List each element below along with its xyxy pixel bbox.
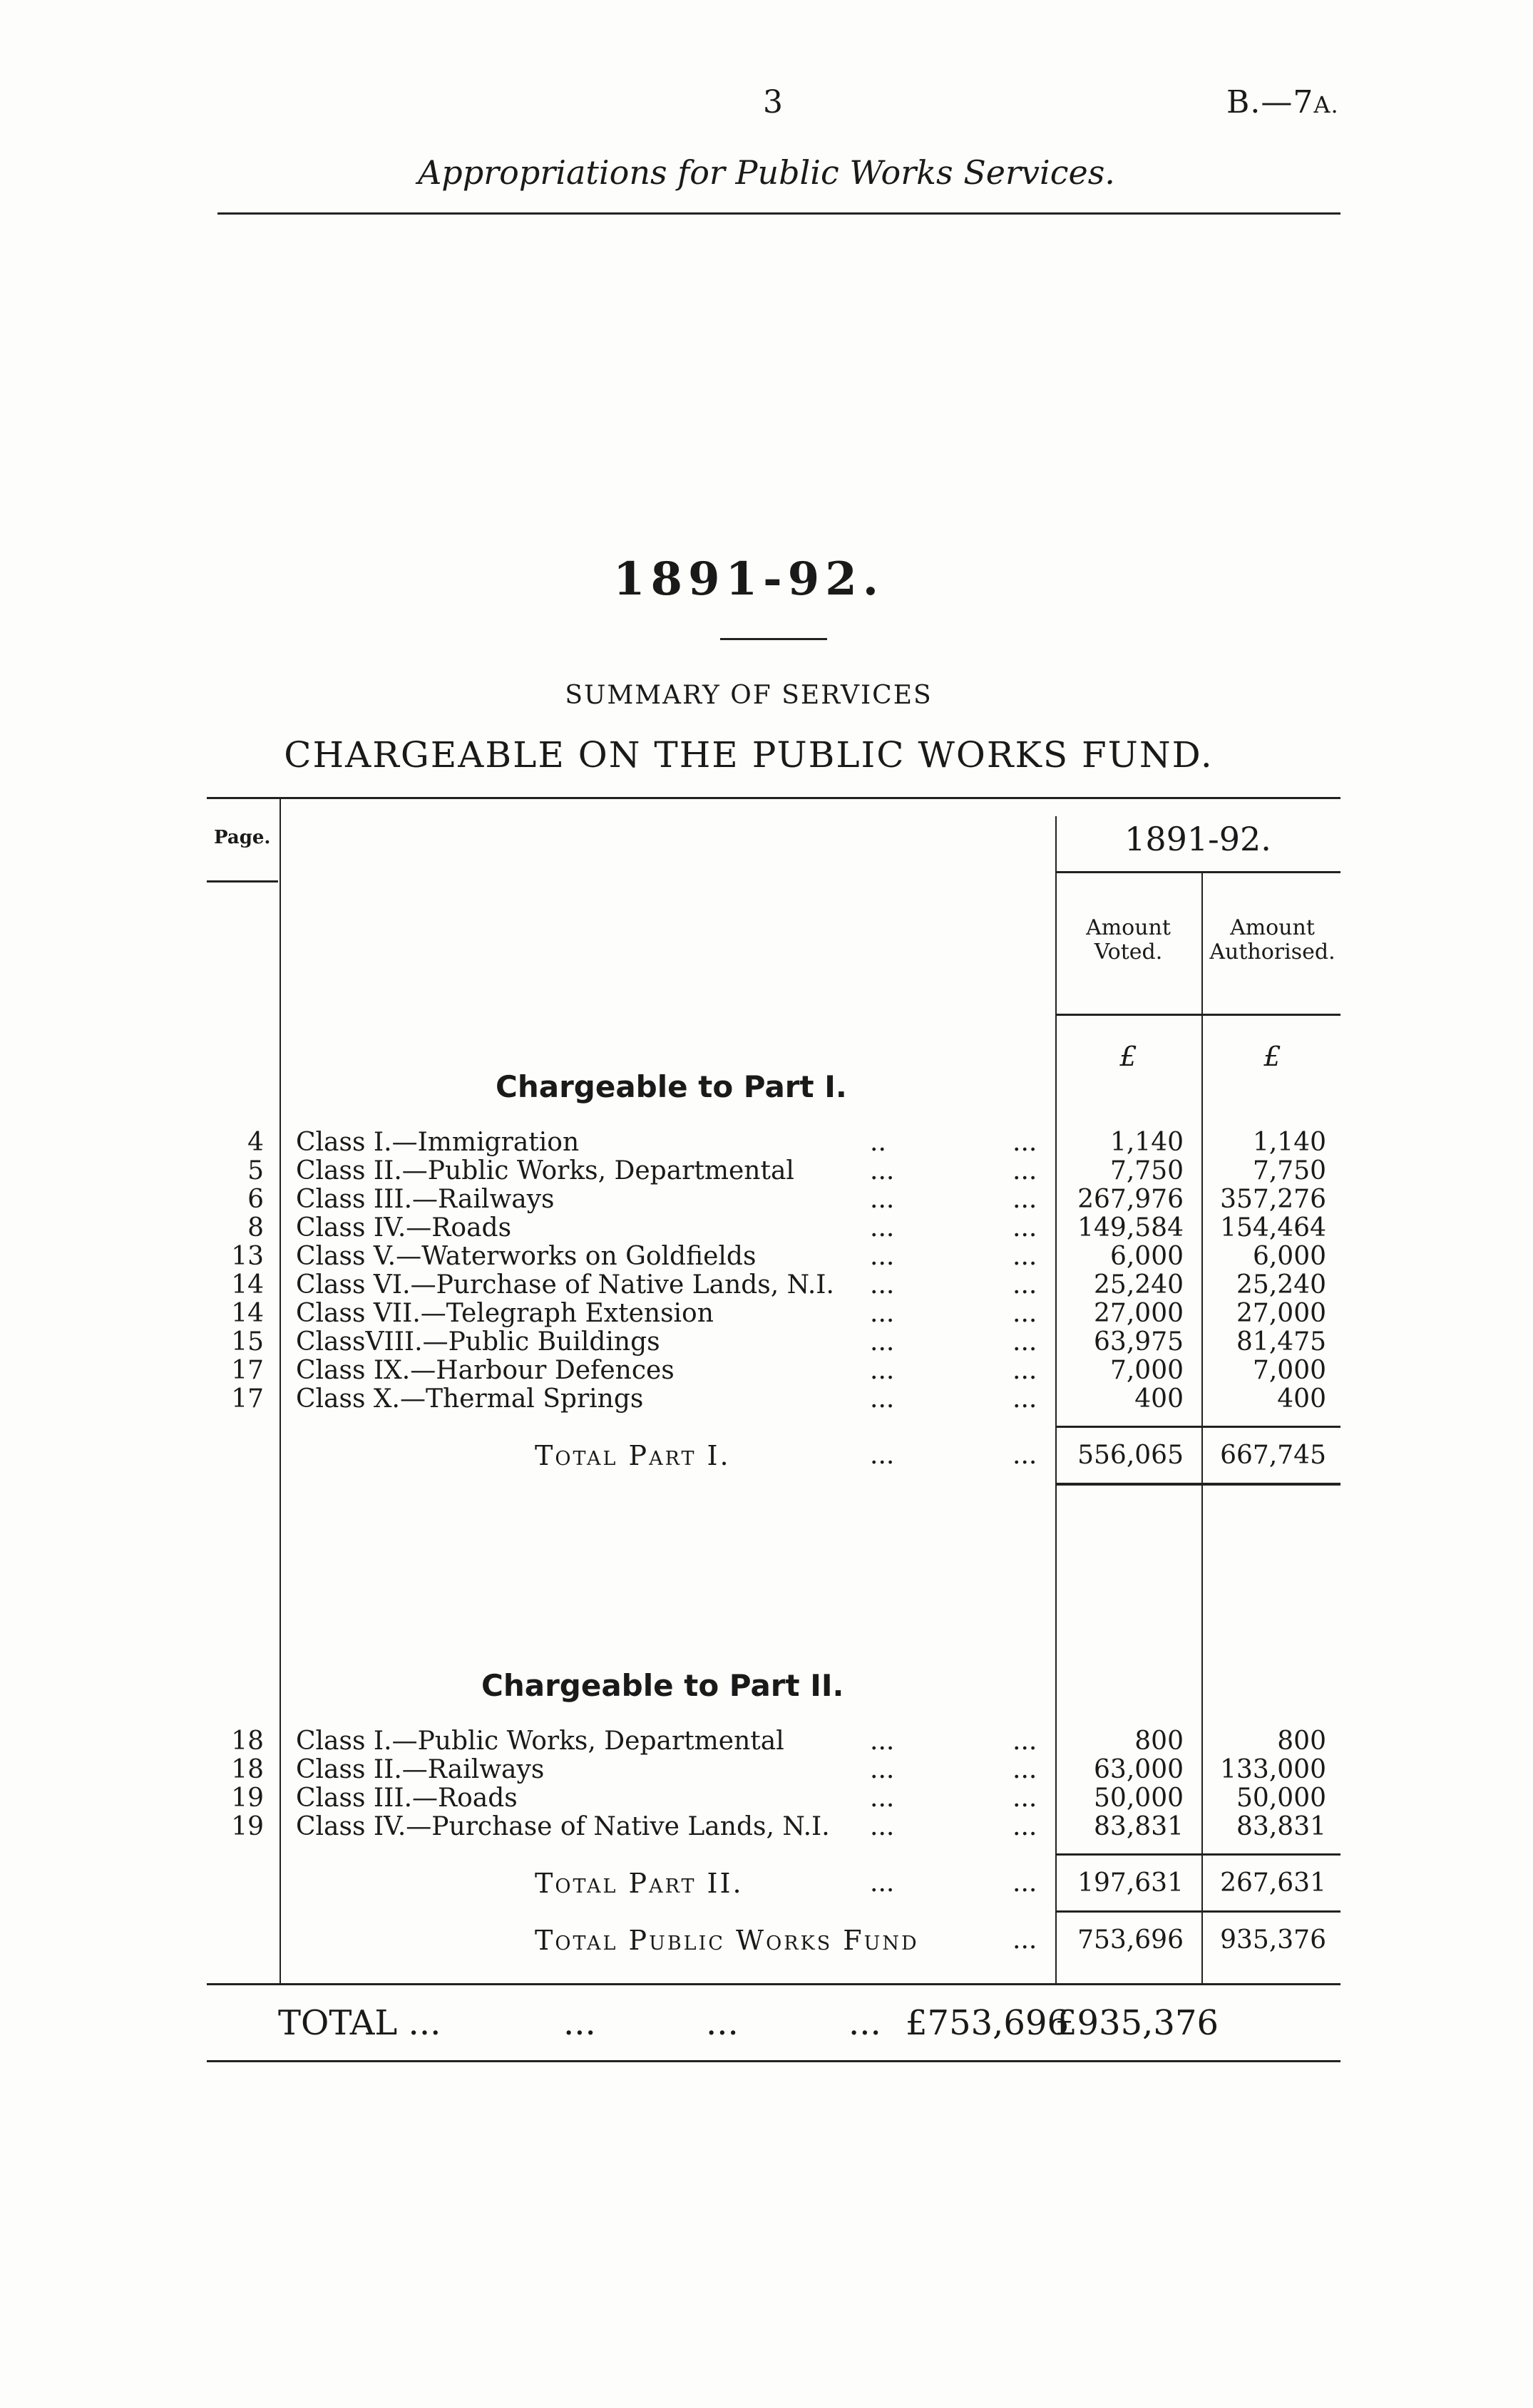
header-rule: [217, 212, 1340, 215]
running-title: Appropriations for Public Works Services.: [418, 153, 1115, 192]
amount-authorised-header: Amount Authorised.: [1209, 915, 1335, 964]
currency-authorised: £: [1263, 1041, 1281, 1072]
total-part1-row: Total Part I. ... ... 556,065 667,745: [535, 1440, 1326, 1471]
table-row: 14 Class VII.—Telegraph Extension ... ... 27,000 27,000: [231, 1299, 1326, 1328]
fund-heading: CHARGEABLE ON THE PUBLIC WORKS FUND.: [284, 734, 1214, 776]
table-row: 17 Class X.—Thermal Springs ... ... 400 400: [231, 1384, 1326, 1414]
page-number: 3: [763, 84, 783, 120]
document-reference: B.—7A.: [1226, 84, 1339, 120]
table-row: 8 Class IV.—Roads ... ... 149,584 154,464: [247, 1213, 1326, 1242]
year-heading: 1891-92.: [612, 552, 885, 606]
table-row: 19 Class IV.—Purchase of Native Lands, N.I. ... ... 83,831 83,831: [231, 1812, 1326, 1841]
currency-voted: £: [1119, 1041, 1137, 1072]
table-row: 6 Class III.—Railways ... ... 267,976 357,276: [247, 1185, 1326, 1214]
table-row: 4 Class I.—Immigration .. ... 1,140 1,140: [247, 1128, 1326, 1157]
part1-heading: Chargeable to Part I.: [496, 1069, 847, 1104]
table-row: 17 Class IX.—Harbour Defences ... ... 7,000 7,000: [231, 1356, 1326, 1385]
total-part2-row: Total Part II. ... ... 197,631 267,631: [535, 1868, 1326, 1899]
total-fund-row: Total Public Works Fund ... 753,696 935,376: [535, 1925, 1326, 1956]
year-column-header: 1891-92.: [1124, 820, 1271, 858]
table-row: 18 Class I.—Public Works, Departmental ... ... 800 800: [231, 1727, 1326, 1756]
part2-heading: Chargeable to Part II.: [481, 1668, 844, 1703]
table-row: 5 Class II.—Public Works, Departmental ... ... 7,750 7,750: [247, 1156, 1326, 1185]
amount-voted-header: Amount Voted.: [1086, 915, 1171, 964]
table-row: 18 Class II.—Railways ... ... 63,000 133,000: [231, 1755, 1326, 1784]
grand-total-row: TOTAL ... ... ... ... £753,696 £935,376: [278, 2003, 1219, 2043]
table-row: 14 Class VI.—Purchase of Native Lands, N.I. ... ... 25,240 25,240: [231, 1270, 1326, 1300]
page-column-header: Page.: [214, 827, 271, 848]
short-rule: [720, 638, 827, 640]
summary-heading: SUMMARY OF SERVICES: [565, 681, 933, 710]
table-row: 19 Class III.—Roads ... ... 50,000 50,000: [231, 1784, 1326, 1813]
table-row: 15 ClassVIII.—Public Buildings ... ... 63,975 81,475: [231, 1327, 1326, 1357]
table-row: 13 Class V.—Waterworks on Goldfields ... ... 6,000 6,000: [231, 1242, 1326, 1271]
